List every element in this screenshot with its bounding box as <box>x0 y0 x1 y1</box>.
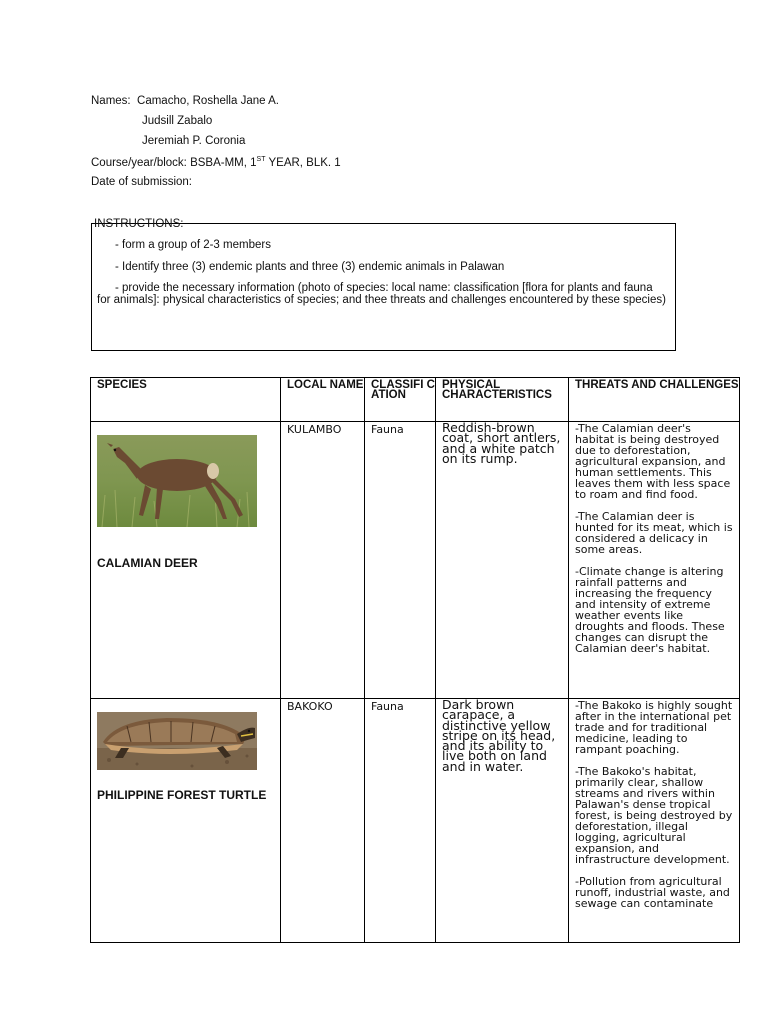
threat-item: -Pollution from agricultural runoff, industrial waste, and sewage can contaminate <box>575 875 730 910</box>
threat-item: -The Calamian deer's habitat is being destroyed due to deforestation, agricultural expansion, and human settlements. This leaves them with less space to roam and find food. <box>575 422 731 501</box>
calamian-deer-photo <box>97 435 257 527</box>
threats-cell <box>569 422 740 699</box>
species-name: PHILIPPINE FOREST TURTLE <box>97 788 267 802</box>
physical-characteristics: Dark brown carapace, a distinctive yellow stripe on its head, and its ability to live both on land and in water. <box>442 697 556 774</box>
course-suffix: YEAR, BLK. 1 <box>265 156 341 169</box>
physical-cell <box>436 422 569 699</box>
local-name-cell <box>281 422 365 699</box>
table-row <box>91 699 740 943</box>
course-prefix: Course/year/block: BSBA-MM, 1 <box>91 156 257 169</box>
species-table <box>90 377 740 943</box>
classification-cell <box>365 699 436 943</box>
instruction-item-3: - provide the necessary information (photo of species: local name: classification [flora for plants and fauna for animals]: physical characteristics of species; and thee threats and challenges encountered by these species) <box>97 282 666 306</box>
threat-item: -Climate change is altering rainfall patterns and increasing the frequency and intensity of extreme weather events like droughts and floods. These changes can disrupt the Calamian deer's habitat. <box>575 565 725 655</box>
header-threats-challenges: THREATS AND CHALLENGES <box>569 378 740 422</box>
threat-item: -The Bakoko's habitat, primarily clear, shallow streams and rivers within Palawan's dense tropical forest, is being destroyed by deforestation, illegal logging, agricultural expansion, and infrastructure development. <box>575 765 733 866</box>
classification: Fauna <box>371 700 404 713</box>
physical-cell <box>436 699 569 943</box>
course-line <box>91 156 341 169</box>
classification-cell <box>365 422 436 699</box>
date-of-submission: Date of submission: <box>91 176 192 188</box>
header-classification: CLASSIFI CATION <box>365 378 436 422</box>
threats-cell <box>569 699 740 943</box>
instruction-item-2: - Identify three (3) endemic plants and three (3) endemic animals in Palawan <box>115 261 505 273</box>
member-name-2: Judsill Zabalo <box>142 115 213 127</box>
member-name-3: Jeremiah P. Coronia <box>142 135 246 147</box>
local-name-cell <box>281 699 365 943</box>
species-name: CALAMIAN DEER <box>97 556 198 570</box>
physical-characteristics: Reddish-brown coat, short antlers, and a white patch on its rump. <box>442 420 561 466</box>
threats-list <box>569 699 739 909</box>
header-local-name: LOCAL NAME <box>281 378 365 422</box>
member-name-1: Camacho, Roshella Jane A. <box>137 95 279 107</box>
names-label: Names: <box>91 95 131 107</box>
philippine-forest-turtle-photo <box>97 712 257 770</box>
names-line <box>91 95 279 107</box>
header-physical-characteristics: PHYSICAL CHARACTERISTICS <box>436 378 569 422</box>
classification: Fauna <box>371 423 404 436</box>
table-header-row <box>91 378 740 422</box>
threats-list <box>569 422 739 654</box>
instructions-title: INSTRUCTIONS: <box>94 218 184 230</box>
species-cell <box>91 699 281 943</box>
threat-item: -The Bakoko is highly sought after in the international pet trade and for traditional medicine, leading to rampant poaching. <box>575 699 733 756</box>
header-species: SPECIES <box>91 378 281 422</box>
species-cell <box>91 422 281 699</box>
local-name: BAKOKO <box>287 700 333 713</box>
course-superscript: ST <box>256 156 266 163</box>
local-name: KULAMBO <box>287 423 342 436</box>
instruction-item-1: - form a group of 2-3 members <box>115 239 271 251</box>
table-row <box>91 422 740 699</box>
threat-item: -The Calamian deer is hunted for its meat, which is considered a delicacy in some areas. <box>575 510 733 556</box>
